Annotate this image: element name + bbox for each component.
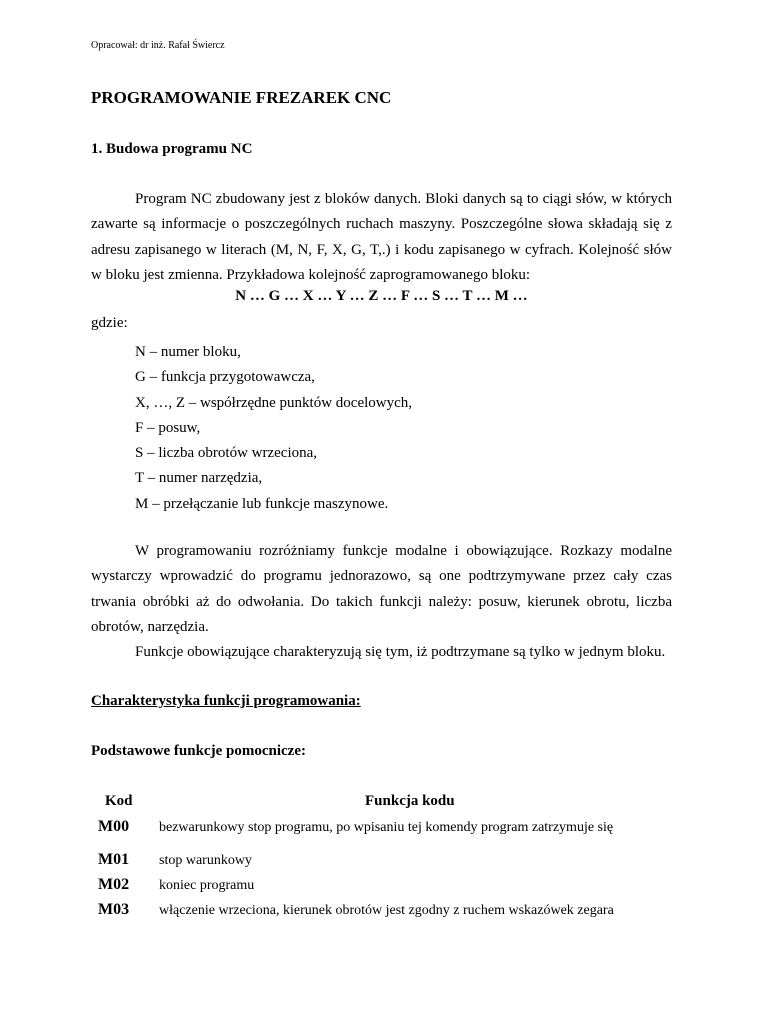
legend-item: G – funkcja przygotowawcza, [135, 369, 315, 386]
paragraph-text: Program NC zbudowany jest z bloków danych. Bloki danych są to ciągi słów, w których zawarte są informacje o poszczególnych ruchach maszyny. Poszczególne słowa składają się z adresu zapisanego w literach (M, N, F, X, G, T,.) i kodu zapisanego w cyfrach. Kolejność słów w bloku jest zmienna. Przykładowa kolejność zaprogramowanego bloku: [91, 191, 672, 283]
where-label: gdzie: [91, 315, 128, 331]
legend-item: M – przełączanie lub funkcje maszynowe. [135, 495, 389, 512]
paragraph-program-structure [91, 187, 672, 288]
function-code: M03 [98, 901, 130, 918]
paragraph-modal-functions [91, 539, 672, 640]
legend-item: X, …, Z – współrzędne punktów docelowych, [135, 394, 413, 411]
function-description: bezwarunkowy stop programu, po wpisaniu tej komendy program zatrzymuje się [159, 820, 614, 835]
legend-item: T – numer narzędzia, [135, 470, 263, 487]
function-code: M01 [98, 851, 130, 868]
paragraph-obligatory-functions [91, 640, 672, 665]
function-description: stop warunkowy [159, 853, 252, 868]
characteristics-heading: Charakterystyka funkcji programowania: [91, 693, 361, 709]
legend-item: F – posuw, [135, 419, 201, 436]
address-legend [135, 340, 412, 517]
author-line: Opracował: dr inż. Rafał Świercz [91, 40, 225, 51]
function-code: M00 [98, 818, 130, 835]
table-header-function: Funkcja kodu [365, 793, 455, 809]
auxiliary-functions-heading: Podstawowe funkcje pomocnicze: [91, 743, 306, 759]
function-code: M02 [98, 876, 130, 893]
paragraph-text: Funkcje obowiązujące charakteryzują się tym, iż podtrzymane są tylko w jednym bloku. [135, 644, 666, 660]
function-description: koniec programu [159, 878, 255, 893]
paragraph-text: W programowaniu rozróżniamy funkcje modalne i obowiązujące. Rozkazy modalne wystarczy wprowadzić do programu jednorazowo, są one podtrzymywane przez cały czas trwania obróbki aż do odwołania. Do takich funkcji należy: posuw, kierunek obrotu, liczba obrotów, narzędzia. [91, 543, 672, 635]
document-title: PROGRAMOWANIE FREZAREK CNC [91, 88, 392, 107]
block-format-formula: N … G … X … Y … Z … F … S … T … M … [235, 288, 528, 304]
legend-item: N – numer bloku, [135, 344, 241, 360]
section-heading: 1. Budowa programu NC [91, 141, 253, 157]
legend-item: S – liczba obrotów wrzeciona, [135, 445, 318, 462]
function-description: włączenie wrzeciona, kierunek obrotów jest zgodny z ruchem wskazówek zegara [159, 903, 614, 918]
table-header-code: Kod [105, 793, 133, 809]
